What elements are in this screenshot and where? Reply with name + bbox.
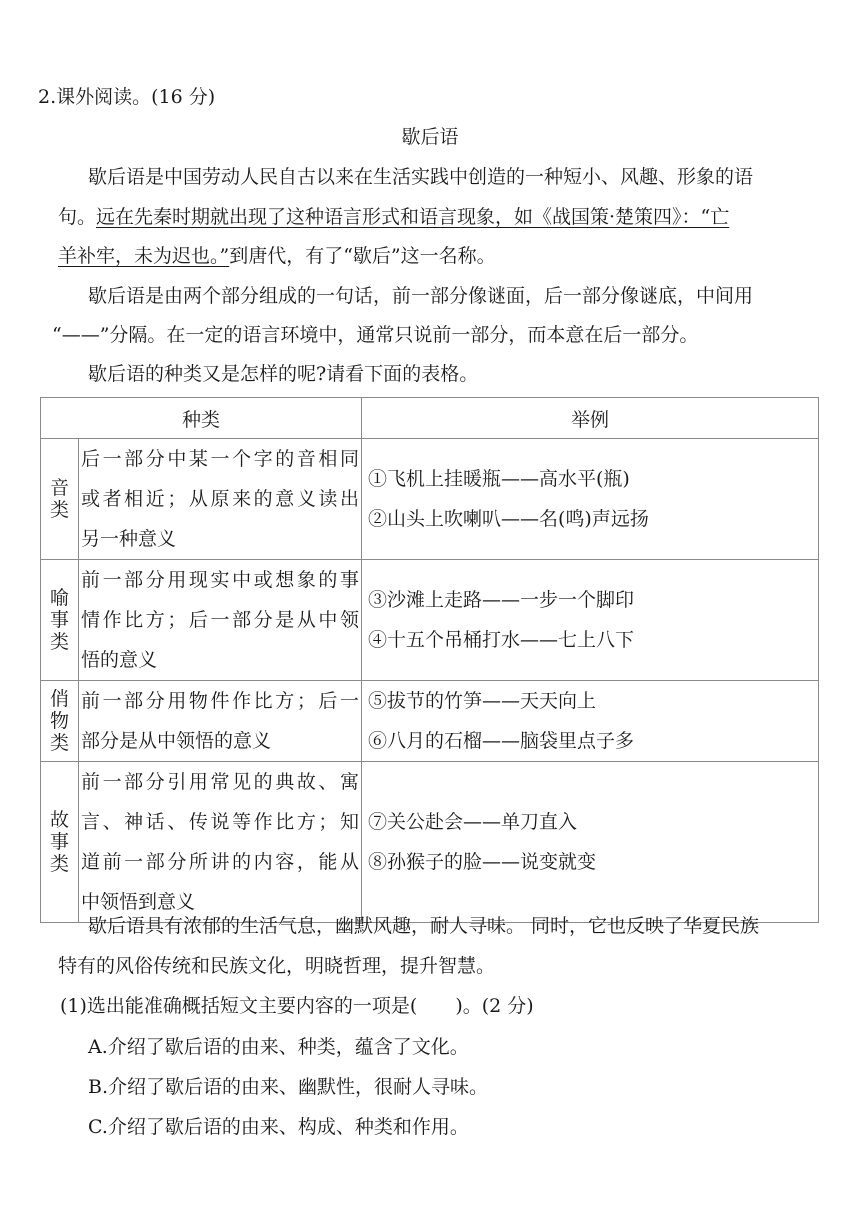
category-cell bbox=[41, 560, 79, 681]
para1-line2-start: 句。 bbox=[58, 206, 97, 228]
definition-line: 前一部分引用常见的典故、寓 bbox=[81, 771, 360, 793]
table-row bbox=[41, 681, 819, 762]
category-char: 俏 bbox=[49, 688, 69, 710]
table-row bbox=[41, 439, 819, 560]
table-row bbox=[41, 762, 819, 923]
underlined-sentence-part2: 羊补牢，未为迟也。” bbox=[58, 245, 230, 267]
category-char: 喻 bbox=[49, 587, 69, 609]
category-char: 音 bbox=[49, 477, 69, 499]
example-line: ③沙滩上走路——一步一个脚印 bbox=[368, 589, 635, 611]
definition-line: 或者相近；从原来的意义读出 bbox=[81, 488, 360, 510]
definition-line: 言、神话、传说等作比方；知 bbox=[81, 811, 360, 833]
definition-line: 情作比方；后一部分是从中领 bbox=[81, 609, 360, 631]
category-char: 类 bbox=[49, 631, 69, 653]
header-example: 举例 bbox=[362, 398, 819, 439]
category-char: 物 bbox=[49, 710, 69, 732]
table-row bbox=[41, 560, 819, 681]
table-header-row bbox=[41, 398, 819, 439]
example-line: ⑤拔节的竹笋——天天向上 bbox=[368, 690, 597, 712]
underlined-sentence-part1: 远在先秦时期就出现了这种语言形式和语言现象，如《战国策·楚策四》：“亡 bbox=[96, 206, 730, 228]
idiom-types-table bbox=[40, 397, 819, 923]
example-line: ①飞机上挂暖瓶——高水平(瓶) bbox=[368, 468, 630, 490]
para1-line1: 歇后语是中国劳动人民自古以来在生活实践中创造的一种短小、风趣、形象的语 bbox=[88, 166, 754, 188]
para4-line1: 歇后语具有浓郁的生活气息，幽默风趣，耐人寻味。 同时，它也反映了华夏民族 bbox=[88, 915, 760, 937]
example-line: ④十五个吊桶打水——七上八下 bbox=[368, 629, 635, 651]
option-c: C.介绍了歇后语的由来、构成、种类和作用。 bbox=[88, 1116, 469, 1138]
para1-line3-end: 到唐代，有了“歇后”这一名称。 bbox=[229, 245, 496, 267]
example-cell bbox=[362, 439, 819, 560]
example-line: ⑥八月的石榴——脑袋里点子多 bbox=[368, 730, 635, 752]
option-a: A.介绍了歇后语的由来、种类，蕴含了文化。 bbox=[88, 1036, 469, 1058]
example-line: ⑦关公赴会——单刀直入 bbox=[368, 811, 578, 833]
definition-line: 前一部分用物件作比方；后一 bbox=[81, 690, 360, 712]
category-char: 事 bbox=[49, 831, 69, 853]
definition-line: 前一部分用现实中或想象的事 bbox=[81, 569, 360, 591]
category-cell bbox=[41, 762, 79, 923]
definition-line: 部分是从中领悟的意义 bbox=[81, 730, 272, 752]
definition-cell bbox=[79, 762, 362, 923]
category-cell bbox=[41, 681, 79, 762]
category-char: 类 bbox=[49, 853, 69, 875]
header-kind: 种类 bbox=[41, 398, 362, 439]
category-char: 类 bbox=[49, 499, 69, 521]
question1-stem: (1)选出能准确概括短文主要内容的一项是( )。(2 分) bbox=[60, 995, 534, 1017]
definition-cell bbox=[79, 681, 362, 762]
category-char: 类 bbox=[49, 732, 69, 754]
example-line: ⑧孙猴子的脸——说变就变 bbox=[368, 851, 597, 873]
para1-line2 bbox=[58, 205, 729, 229]
para4-line2: 特有的风俗传统和民族文化，明晓哲理，提升智慧。 bbox=[58, 955, 496, 977]
definition-line: 道前一部分所讲的内容，能从 bbox=[81, 851, 360, 873]
definition-cell bbox=[79, 560, 362, 681]
para1-line3 bbox=[58, 244, 496, 268]
example-cell bbox=[362, 762, 819, 923]
example-cell bbox=[362, 681, 819, 762]
para2-line2: “——”分隔。在一定的语言环境中，通常只说前一部分，而本意在后一部分。 bbox=[52, 324, 699, 346]
definition-line: 另一种意义 bbox=[81, 528, 177, 550]
para2-line1: 歇后语是由两个部分组成的一句话，前一部分像谜面，后一部分像谜底，中间用 bbox=[88, 285, 754, 307]
example-cell bbox=[362, 560, 819, 681]
definition-line: 悟的意义 bbox=[81, 649, 158, 671]
definition-line: 后一部分中某一个字的音相同 bbox=[81, 448, 360, 470]
question-heading: 2.课外阅读。(16 分) bbox=[38, 86, 216, 108]
category-char: 事 bbox=[49, 609, 69, 631]
example-line: ②山头上吹喇叭——名(鸣)声远扬 bbox=[368, 508, 649, 530]
category-cell bbox=[41, 439, 79, 560]
category-char: 故 bbox=[49, 809, 69, 831]
definition-line: 中领悟到意义 bbox=[81, 891, 196, 913]
definition-cell bbox=[79, 439, 362, 560]
passage-title: 歇后语 bbox=[401, 126, 459, 148]
para3: 歇后语的种类又是怎样的呢?请看下面的表格。 bbox=[88, 363, 479, 385]
option-b: B.介绍了歇后语的由来、幽默性，很耐人寻味。 bbox=[88, 1076, 489, 1098]
